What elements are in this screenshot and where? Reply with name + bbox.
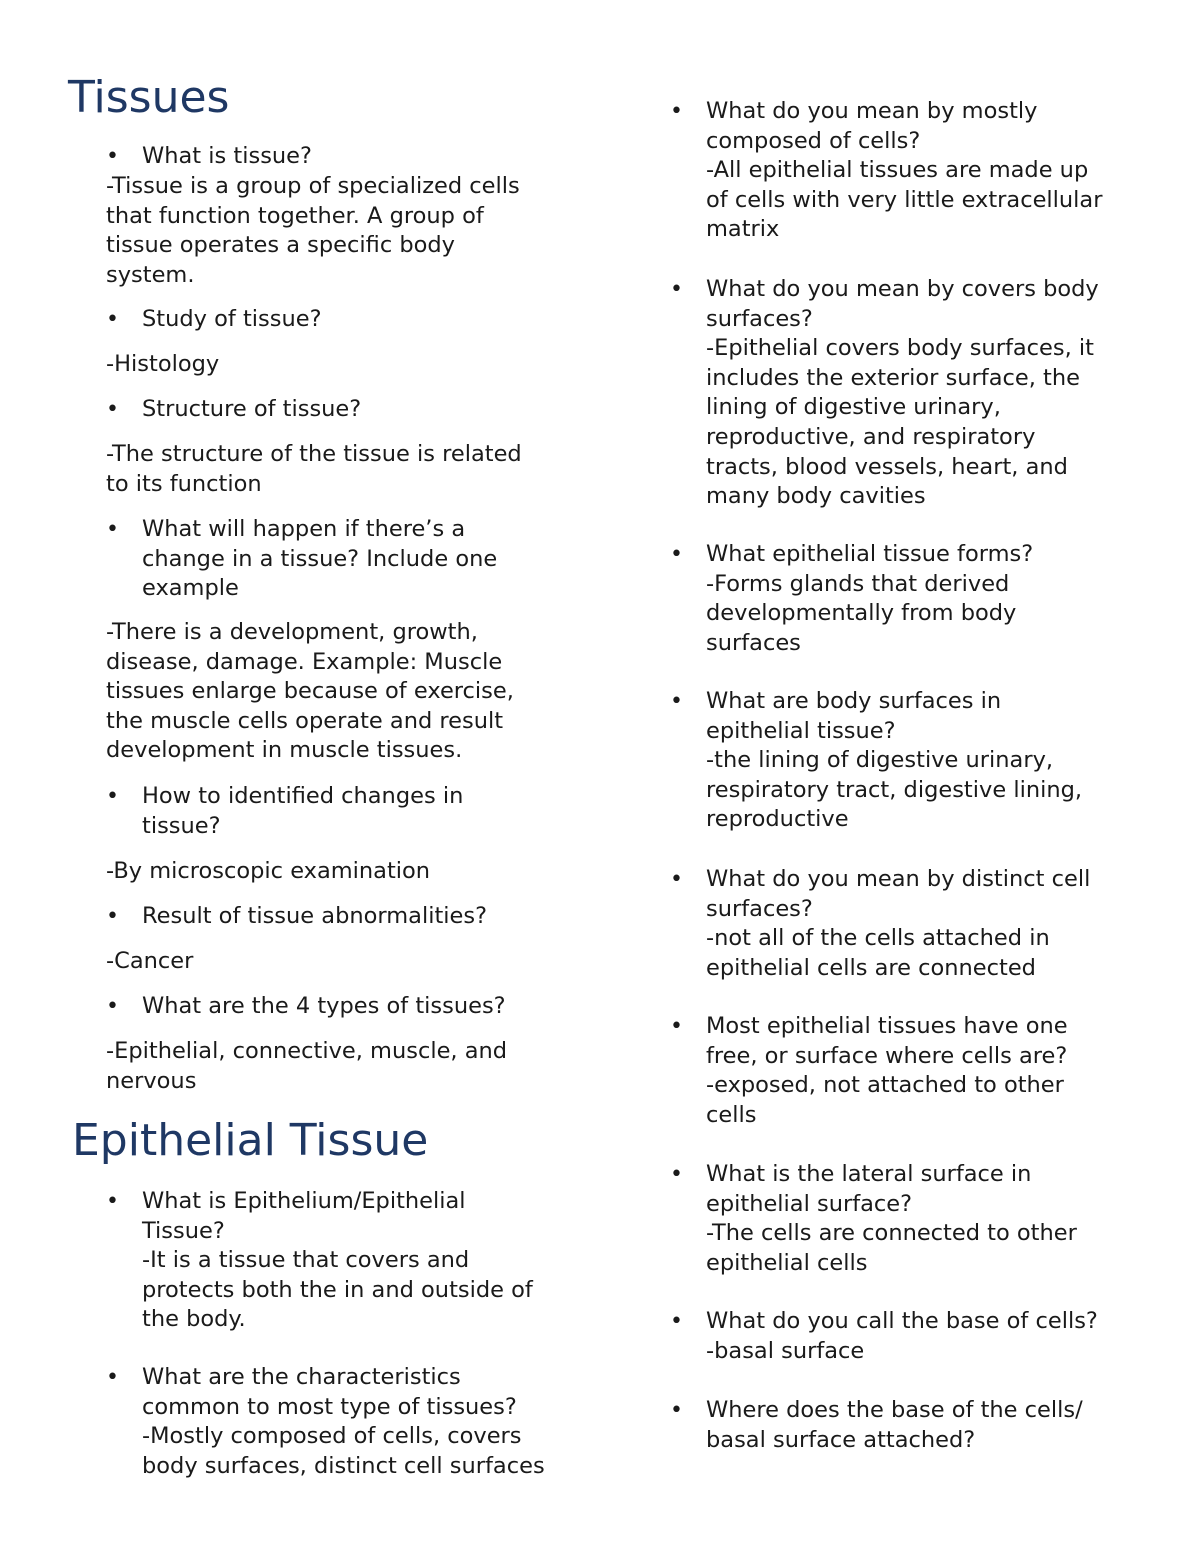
answer-text bbox=[106, 440, 522, 499]
text-line: cells bbox=[706, 1101, 757, 1128]
question-item bbox=[106, 305, 322, 335]
text-line: tissues enlarge because of exercise, bbox=[106, 678, 514, 705]
text-line: the muscle cells operate and result bbox=[106, 707, 504, 734]
text-line: the body. bbox=[142, 1306, 246, 1333]
text-line: common to most type of tissues? bbox=[142, 1393, 517, 1420]
text-line: • What are the characteristics bbox=[142, 1364, 461, 1390]
question-item bbox=[106, 782, 463, 841]
heading-tissues: Tissues bbox=[68, 72, 230, 123]
text-line: many body cavities bbox=[706, 483, 926, 510]
text-line: • What epithelial tissue forms? bbox=[706, 541, 1034, 567]
text-line: -Epithelial covers body surfaces, it bbox=[706, 335, 1094, 362]
question-item bbox=[670, 1160, 1077, 1278]
text-line: matrix bbox=[706, 216, 780, 243]
text-line: • What do you mean by mostly bbox=[706, 98, 1038, 124]
text-line: surfaces? bbox=[706, 305, 813, 332]
question-item bbox=[670, 1396, 1083, 1455]
text-line: includes the exterior surface, the bbox=[706, 364, 1080, 391]
text-line: epithelial cells bbox=[706, 1249, 868, 1276]
question-item bbox=[670, 687, 1082, 835]
text-line: -It is a tissue that covers and bbox=[142, 1247, 470, 1274]
text-line: epithelial surface? bbox=[706, 1190, 913, 1217]
text-line: • Result of tissue abnormalities? bbox=[142, 903, 488, 929]
text-line: -Tissue is a group of specialized cells bbox=[106, 173, 520, 199]
text-line: reproductive bbox=[706, 806, 849, 833]
text-line: epithelial tissue? bbox=[706, 717, 896, 744]
question-item bbox=[670, 97, 1102, 245]
answer-text bbox=[106, 947, 193, 977]
text-line: • Structure of tissue? bbox=[142, 396, 362, 422]
text-line: -Forms glands that derived bbox=[706, 570, 1010, 597]
question-item bbox=[106, 1187, 533, 1335]
text-line: of cells with very little extracellular bbox=[706, 186, 1103, 213]
text-line: body surfaces, distinct cell surfaces bbox=[142, 1452, 545, 1479]
text-line: development in muscle tissues. bbox=[106, 737, 463, 764]
question-item bbox=[670, 865, 1090, 983]
text-line: -Epithelial, connective, muscle, and bbox=[106, 1038, 508, 1064]
text-line: • What are body surfaces in bbox=[706, 688, 1002, 714]
answer-text bbox=[106, 857, 430, 887]
text-line: • How to identified changes in bbox=[142, 783, 464, 809]
text-line: -The structure of the tissue is related bbox=[106, 441, 522, 467]
text-line: • What is tissue? bbox=[142, 143, 312, 169]
text-line: system. bbox=[106, 261, 195, 288]
text-line: • What is the lateral surface in bbox=[706, 1161, 1032, 1187]
text-line: nervous bbox=[106, 1067, 197, 1094]
answer-text bbox=[106, 350, 219, 380]
text-line: • Where does the base of the cells/ bbox=[706, 1397, 1083, 1423]
text-line: tissue operates a specific body bbox=[106, 232, 455, 259]
text-line: -the lining of digestive urinary, bbox=[706, 747, 1054, 774]
question-item bbox=[670, 540, 1033, 658]
text-line: • What do you mean by covers body bbox=[706, 276, 1099, 302]
text-line: respiratory tract, digestive lining, bbox=[706, 776, 1083, 803]
text-line: -By microscopic examination bbox=[106, 858, 431, 884]
text-line: lining of digestive urinary, bbox=[706, 394, 1001, 421]
text-line: -All epithelial tissues are made up bbox=[706, 157, 1089, 184]
text-line: • What is Epithelium/Epithelial bbox=[142, 1188, 466, 1214]
text-line: -The cells are connected to other bbox=[706, 1220, 1077, 1247]
text-line: to its function bbox=[106, 470, 262, 497]
text-line: Tissue? bbox=[142, 1217, 225, 1244]
text-line: change in a tissue? Include one bbox=[142, 545, 498, 572]
text-line: epithelial cells are connected bbox=[706, 954, 1036, 981]
text-line: -Cancer bbox=[106, 948, 194, 974]
text-line: disease, damage. Example: Muscle bbox=[106, 648, 503, 675]
text-line: developmentally from body bbox=[706, 600, 1017, 627]
text-line: protects both the in and outside of bbox=[142, 1276, 533, 1303]
text-line: • What do you mean by distinct cell bbox=[706, 866, 1091, 892]
question-item bbox=[670, 1307, 1098, 1366]
question-item bbox=[670, 1012, 1068, 1130]
question-item bbox=[106, 902, 487, 932]
text-line: example bbox=[142, 575, 239, 602]
text-line: • What will happen if there’s a bbox=[142, 516, 466, 542]
text-line: surfaces bbox=[706, 629, 801, 656]
question-item bbox=[106, 515, 497, 604]
question-item bbox=[106, 1363, 545, 1481]
text-line: that function together. A group of bbox=[106, 202, 484, 229]
answer-text bbox=[106, 1037, 507, 1096]
text-line: -not all of the cells attached in bbox=[706, 925, 1050, 952]
text-line: composed of cells? bbox=[706, 127, 921, 154]
text-line: • What are the 4 types of tissues? bbox=[142, 993, 506, 1019]
question-item bbox=[670, 275, 1099, 512]
text-line: tracts, blood vessels, heart, and bbox=[706, 453, 1068, 480]
question-item bbox=[106, 142, 312, 172]
question-item bbox=[106, 992, 506, 1022]
text-line: -exposed, not attached to other bbox=[706, 1072, 1064, 1099]
text-line: -Mostly composed of cells, covers bbox=[142, 1423, 522, 1450]
text-line: tissue? bbox=[142, 812, 221, 839]
question-item bbox=[106, 395, 361, 425]
text-line: basal surface attached? bbox=[706, 1426, 976, 1453]
text-line: reproductive, and respiratory bbox=[706, 423, 1036, 450]
answer-text bbox=[106, 618, 514, 766]
text-line: -Histology bbox=[106, 351, 220, 377]
text-line: -basal surface bbox=[706, 1337, 865, 1364]
text-line: surfaces? bbox=[706, 895, 813, 922]
text-line: • Study of tissue? bbox=[142, 306, 322, 332]
text-line: free, or surface where cells are? bbox=[706, 1042, 1068, 1069]
text-line: • Most epithelial tissues have one bbox=[706, 1013, 1068, 1039]
heading-epithelial-tissue: Epithelial Tissue bbox=[72, 1115, 429, 1166]
text-line: • What do you call the base of cells? bbox=[706, 1308, 1098, 1334]
text-line: -There is a development, growth, bbox=[106, 619, 478, 645]
answer-text bbox=[106, 172, 520, 290]
